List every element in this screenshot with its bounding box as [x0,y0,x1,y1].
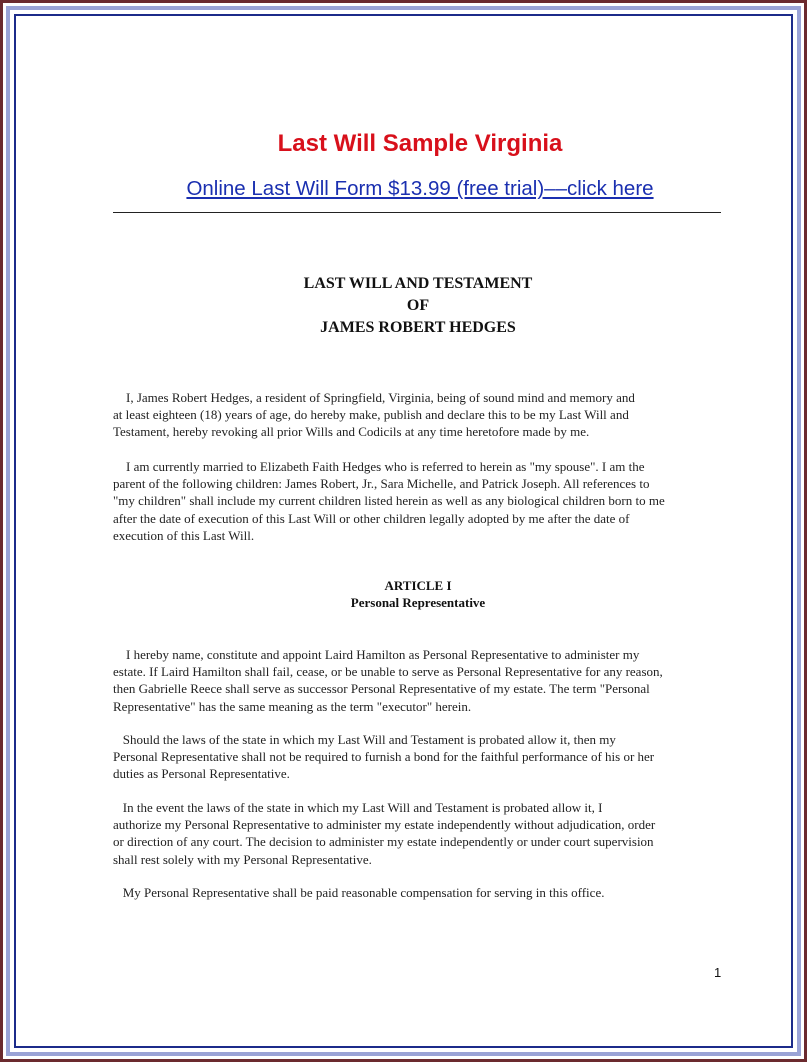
article-title: ARTICLE I [384,578,452,593]
text-line: duties as Personal Representative. [113,766,290,782]
text-line: after the date of execution of this Last Will or other children legally adopted by me after the date of [113,510,630,526]
text-line: at least eighteen (18) years of age, do hereby make, publish and declare this to be my Last Will and [113,407,629,423]
paragraph-declaration [113,389,725,441]
text-line: I am currently married to Elizabeth Faith Hedges who is referred to herein as "my spouse". I am the [113,459,645,474]
will-heading-line3: JAMES ROBERT HEDGES [320,319,516,336]
text-line: I, James Robert Hedges, a resident of Springfield, Virginia, being of sound mind and memory and [113,390,635,405]
page-number: 1 [714,965,722,980]
online-form-link[interactable]: Online Last Will Form $13.99 (free trial)––click here [186,177,654,200]
text-line: "my children" shall include my current children listed herein as well as any biological children born to me [113,493,665,509]
paragraph-administration [113,799,725,868]
text-line: estate. If Laird Hamilton shall fail, cease, or be unable to serve as Personal Representative for any reason, [113,664,663,680]
text-line: parent of the following children: James Robert, Jr., Sara Michelle, and Patrick Joseph. All references to [113,476,650,492]
header-divider [113,212,721,213]
paragraph-bond [113,731,725,783]
text-line: Representative" has the same meaning as the term "executor" herein. [113,698,472,714]
page-title: Last Will Sample Virginia [277,130,563,157]
text-line: authorize my Personal Representative to administer my estate independently without adjudication, order [113,817,656,833]
paragraph-compensation [113,884,725,901]
text-line: execution of this Last Will. [113,527,255,543]
text-line: My Personal Representative shall be paid reasonable compensation for serving in this office. [113,885,605,900]
text-line: then Gabrielle Reece shall serve as successor Personal Representative of my estate. The term "Personal [113,681,650,697]
text-line: shall rest solely with my Personal Representative. [113,851,372,867]
will-heading-line2: OF [406,297,430,314]
text-line: Should the laws of the state in which my Last Will and Testament is probated allow it, then my [113,732,616,747]
text-line: I hereby name, constitute and appoint Laird Hamilton as Personal Representative to administer my [113,647,640,662]
paragraph-family [113,458,725,544]
text-line: In the event the laws of the state in which my Last Will and Testament is probated allow it, I [113,800,603,815]
text-line: or direction of any court. The decision to administer my estate independently or under court supervision [113,834,654,850]
article-subtitle: Personal Representative [350,595,486,610]
will-heading-line1: LAST WILL AND TESTAMENT [303,275,533,292]
text-line: Personal Representative shall not be required to furnish a bond for the faithful performance of his or her [113,749,655,765]
text-line: Testament, hereby revoking all prior Wills and Codicils at any time heretofore made by me. [113,424,590,440]
paragraph-appointment [113,646,725,715]
